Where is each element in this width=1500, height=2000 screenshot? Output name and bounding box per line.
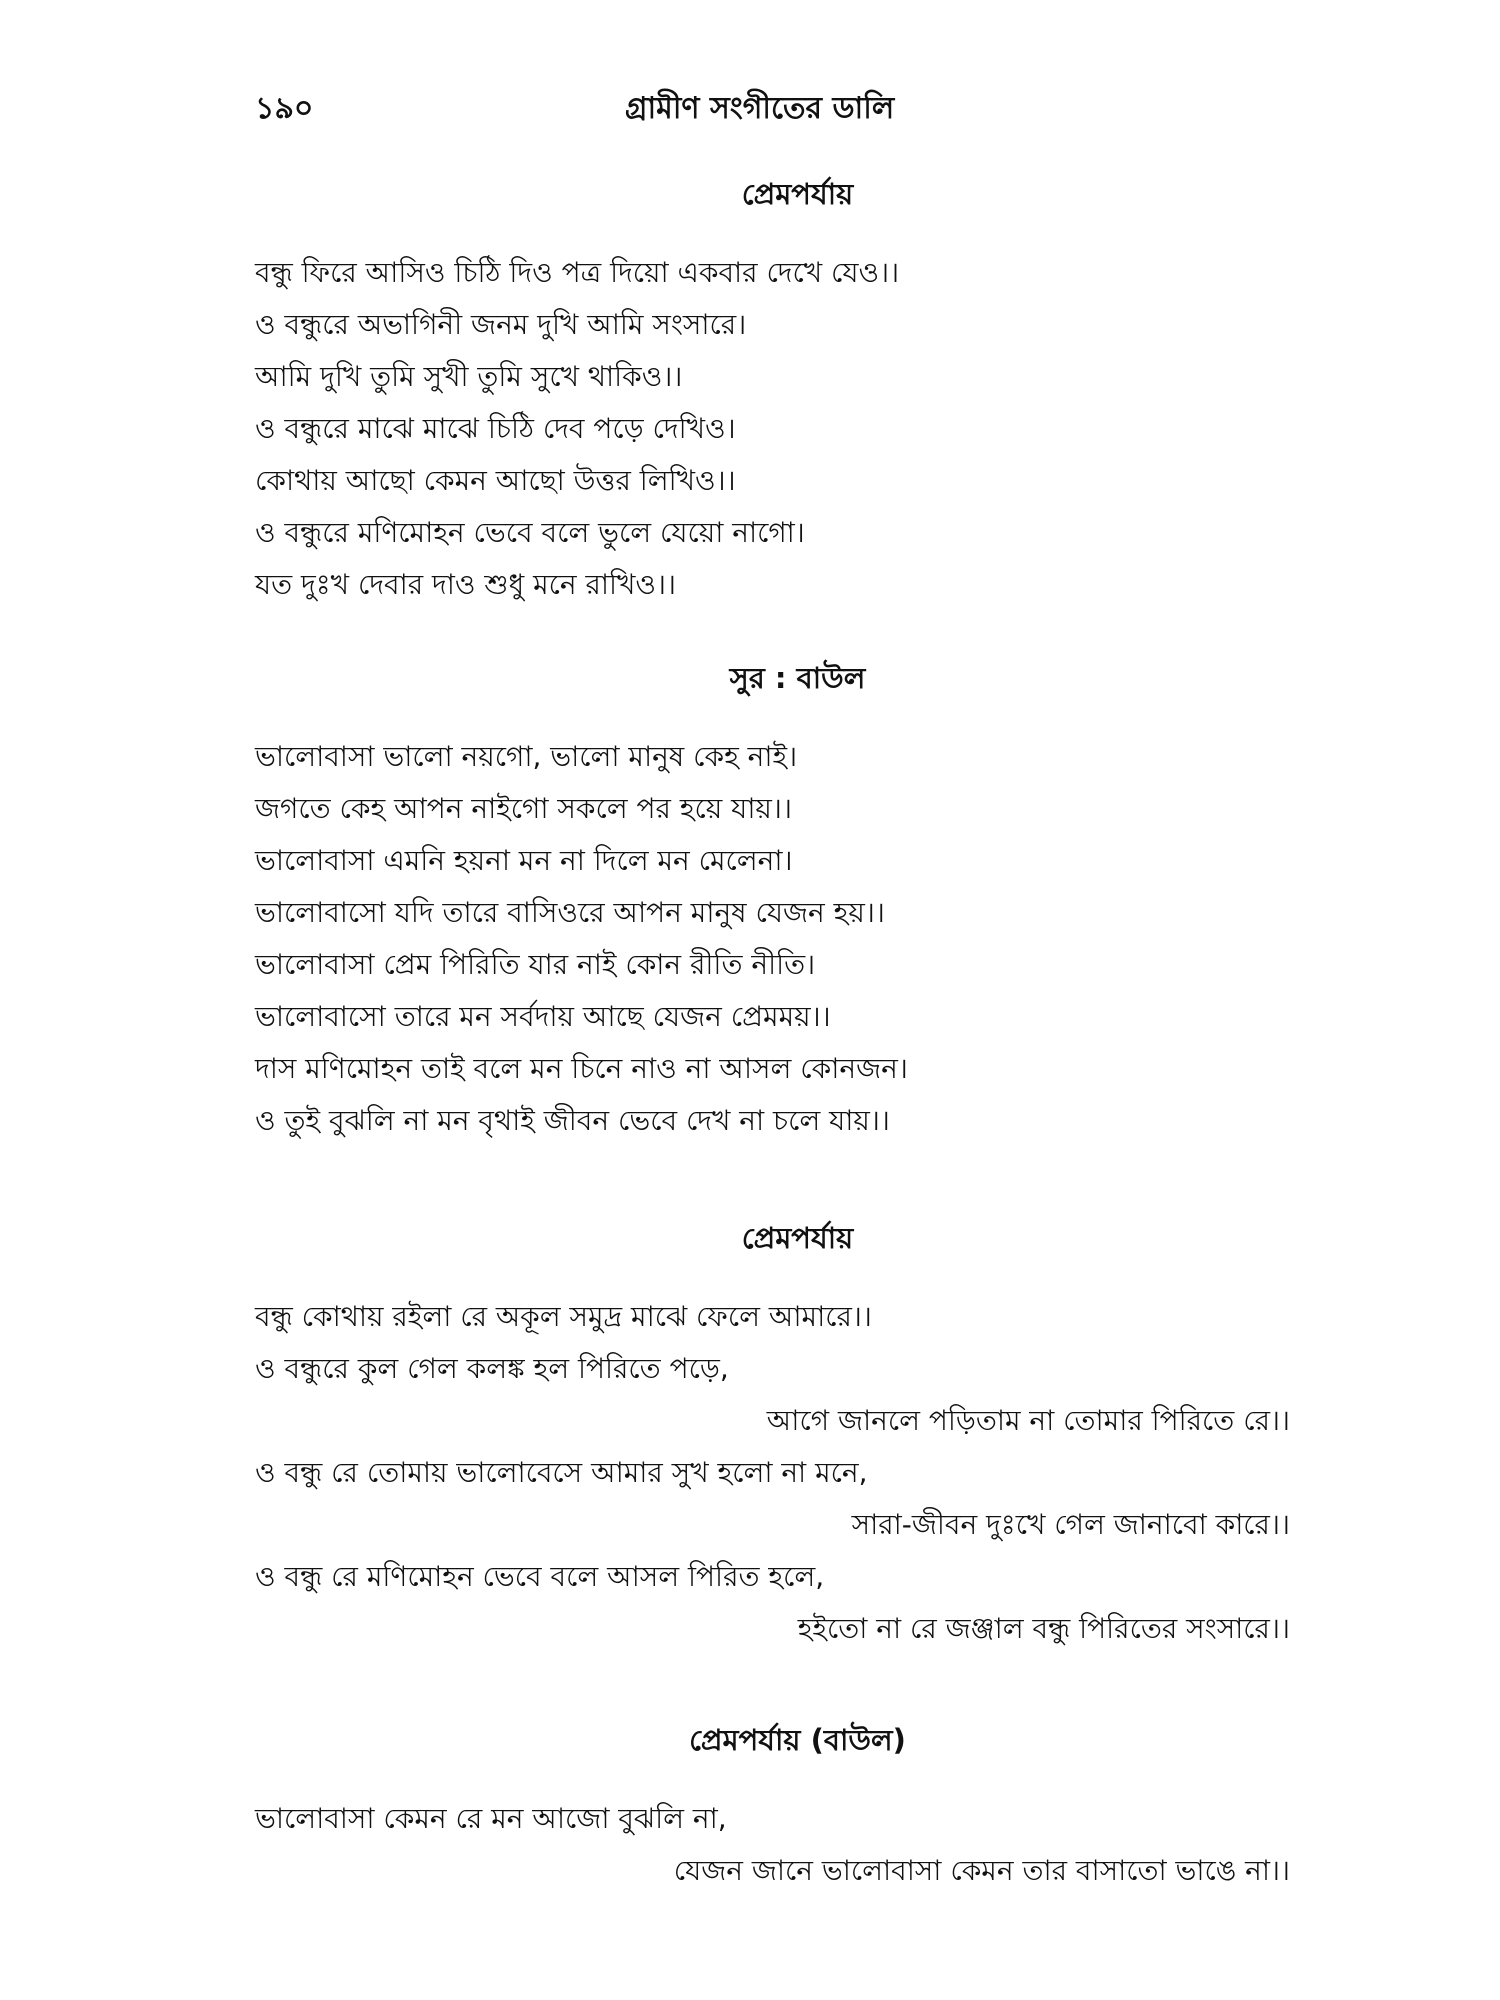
running-title: গ্রামীণ সংগীতের ডালি	[625, 91, 895, 126]
verse-line: ভালোবাসা প্রেম পিরিতি যার নাই কোন রীতি নীতি।	[255, 948, 816, 981]
verse-line: ও বন্ধুরে মাঝে মাঝে চিঠি দেব পড়ে দেখিও।	[255, 412, 736, 445]
verse-line: ও বন্ধু রে তোমায় ভালোবেসে আমার সুখ হলো না মনে,	[255, 1456, 868, 1489]
verse-line: ভালোবাসো যদি তারে বাসিওরে আপন মানুষ যেজন হয়।।	[255, 896, 885, 929]
page-number: ১৯০	[255, 91, 314, 126]
song-section-4	[255, 1718, 1290, 1897]
section-title: প্রেমপর্যায় (বাউল)	[689, 1723, 906, 1757]
verse-line: আমি দুখি তুমি সুখী তুমি সুখে থাকিও।।	[255, 360, 683, 393]
verse-line: ভালোবাসা ভালো নয়গো, ভালো মানুষ কেহ নাই।	[255, 740, 798, 773]
verse-line-continuation: যেজন জানে ভালোবাসা কেমন তার বাসাতো ভাঙে না।।	[673, 1854, 1290, 1887]
verse-line: জগতে কেহ আপন নাইগো সকলে পর হয়ে যায়।।	[255, 792, 792, 825]
verse-line: বন্ধু ফিরে আসিও চিঠি দিও পত্র দিয়ো একবার দেখে যেও।।	[255, 256, 900, 289]
verse-line: ও বন্ধুরে কুল গেল কলঙ্ক হল পিরিতে পড়ে,	[255, 1352, 729, 1385]
song-section-1	[255, 172, 1290, 611]
verse-line: ভালোবাসা কেমন রে মন আজো বুঝলি না,	[255, 1802, 727, 1835]
verse-line: ও বন্ধুরে অভাগিনী জনম দুখি আমি সংসারে।	[255, 308, 747, 341]
verse-line: কোথায় আছো কেমন আছো উত্তর লিখিও।।	[255, 464, 736, 497]
page-header	[255, 84, 1290, 134]
verse-line: যত দুঃখ দেবার দাও শুধু মনে রাখিও।।	[255, 568, 677, 601]
verse-line-continuation: আগে জানলে পড়িতাম না তোমার পিরিতে রে।।	[766, 1404, 1290, 1437]
verse-line-continuation: হইতো না রে জঞ্জাল বন্ধু পিরিতের সংসারে।।	[797, 1612, 1290, 1645]
verse-line: ও বন্ধুরে মণিমোহন ভেবে বলে ভুলে যেয়ো নাগো।	[255, 516, 805, 549]
section-title: প্রেমপর্যায়	[741, 177, 854, 211]
section-title: প্রেমপর্যায়	[741, 1221, 854, 1255]
verse-line: ভালোবাসা এমনি হয়না মন না দিলে মন মেলেনা।	[255, 844, 793, 877]
verse-line: দাস মণিমোহন তাই বলে মন চিনে নাও না আসল কোনজন।	[255, 1052, 908, 1085]
song-section-3	[255, 1216, 1290, 1655]
song-section-2	[255, 656, 1290, 1147]
verse-line-continuation: সারা-জীবন দুঃখে গেল জানাবো কারে।।	[851, 1508, 1290, 1541]
verse-line: ও বন্ধু রে মণিমোহন ভেবে বলে আসল পিরিত হলে,	[255, 1560, 825, 1593]
section-title: সুর : বাউল	[729, 661, 866, 695]
verse-line: ভালোবাসো তারে মন সর্বদায় আছে যেজন প্রেমময়।।	[255, 1000, 831, 1033]
verse-line: বন্ধু কোথায় রইলা রে অকূল সমুদ্র মাঝে ফেলে আমারে।।	[255, 1300, 872, 1333]
verse-line: ও তুই বুঝলি না মন বৃথাই জীবন ভেবে দেখ না চলে যায়।।	[255, 1104, 890, 1137]
